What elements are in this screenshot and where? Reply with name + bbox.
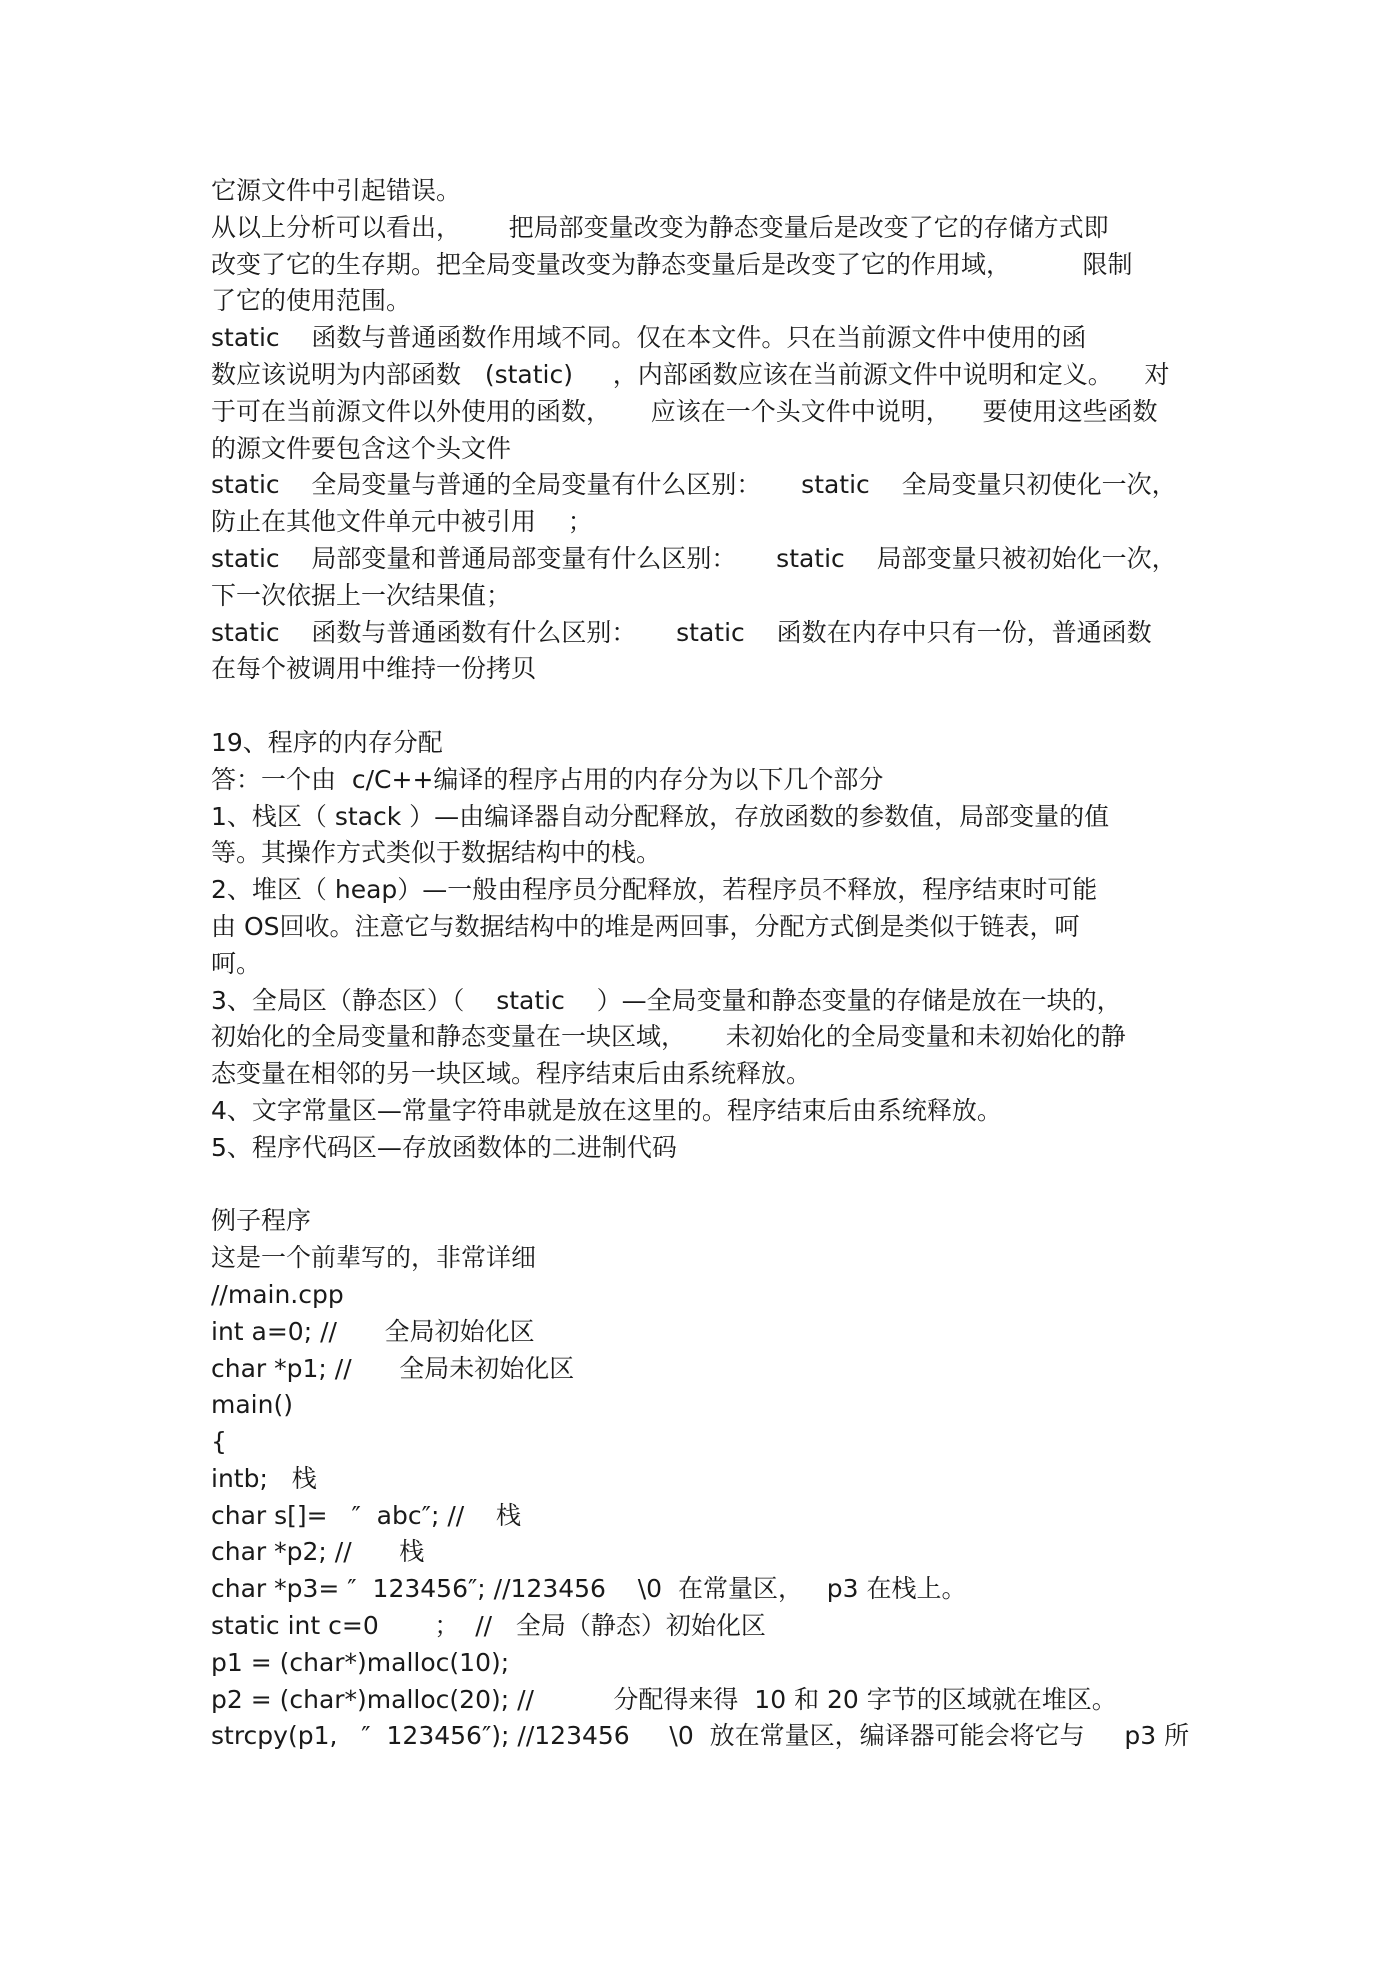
- code-line: char *p3= ″ 123456″; //123456 \0 在常量区， p3 在栈上。: [211, 1574, 967, 1604]
- text-line: static 全局变量与普通的全局变量有什么区别： static 全局变量只初使化一次，: [211, 470, 1177, 500]
- paragraph-spacer: [211, 1167, 1196, 1204]
- text-line: 5、程序代码区—存放函数体的二进制代码: [211, 1132, 677, 1162]
- paragraph-spacer: [211, 688, 1196, 725]
- code-line: //main.cpp: [211, 1279, 344, 1309]
- text-line: 初始化的全局变量和静态变量在一块区域， 未初始化的全局变量和未初始化的静: [211, 1022, 1126, 1052]
- code-line: char s[]= ″ abc″; // 栈: [211, 1500, 521, 1530]
- text-line: 在每个被调用中维持一份拷贝: [211, 654, 537, 684]
- text-line: 态变量在相邻的另一块区域。程序结束后由系统释放。: [211, 1059, 812, 1089]
- code-line: char *p2; // 栈: [211, 1537, 425, 1567]
- text-line: static 函数与普通函数作用域不同。仅在本文件。只在当前源文件中使用的函: [211, 323, 1087, 353]
- code-line: strcpy(p1, ″ 123456″); //123456 \0 放在常量区，编译器可能会将它与 p3 所: [211, 1721, 1190, 1751]
- text-line: 1、栈区（ stack ）—由编译器自动分配释放，存放函数的参数值，局部变量的值: [211, 801, 1110, 831]
- code-line: intb; 栈: [211, 1463, 317, 1493]
- text-line: 由 OS回收。注意它与数据结构中的堆是两回事，分配方式倒是类似于链表，呵: [211, 911, 1080, 941]
- code-line: p2 = (char*)malloc(20); // 分配得来得 10 和 20 字节的区域就在堆区。: [211, 1684, 1117, 1714]
- text-line: 呵。: [211, 948, 262, 978]
- code-line: char *p1; // 全局未初始化区: [211, 1353, 575, 1383]
- paragraph-example-program: [211, 1203, 1196, 1755]
- text-line: static 局部变量和普通局部变量有什么区别： static 局部变量只被初始化一次，: [211, 543, 1177, 573]
- text-line: 答：一个由 c/C++编译的程序占用的内存分为以下几个部分: [211, 764, 884, 794]
- code-line: {: [211, 1427, 227, 1457]
- document-body: [211, 173, 1196, 1755]
- code-line: static int c=0 ； // 全局（静态）初始化区: [211, 1611, 766, 1641]
- code-line: main(): [211, 1390, 293, 1420]
- text-line: 例子程序: [211, 1206, 312, 1236]
- text-line: 改变了它的生存期。把全局变量改变为静态变量后是改变了它的作用域， 限制: [211, 249, 1133, 279]
- text-line: 的源文件要包含这个头文件: [211, 433, 512, 463]
- paragraph-memory-layout: [211, 725, 1196, 1167]
- text-line: 于可在当前源文件以外使用的函数， 应该在一个头文件中说明， 要使用这些函数: [211, 396, 1158, 426]
- text-line: 从以上分析可以看出， 把局部变量改变为静态变量后是改变了它的存储方式即: [211, 212, 1109, 242]
- text-line: 等。其操作方式类似于数据结构中的栈。: [211, 838, 662, 868]
- code-line: p1 = (char*)malloc(10);: [211, 1647, 510, 1677]
- text-line: 4、文字常量区—常量字符串就是放在这里的。程序结束后由系统释放。: [211, 1095, 1002, 1125]
- text-line: 防止在其他文件单元中被引用 ；: [211, 507, 593, 537]
- text-line: 数应该说明为内部函数 (static) ，内部函数应该在当前源文件中说明和定义。 对: [211, 359, 1170, 389]
- paragraph-static-scope: [211, 173, 1196, 688]
- text-line: 3、全局区（静态区）（ static ）—全局变量和静态变量的存储是放在一块的，: [211, 985, 1122, 1015]
- text-line: 了它的使用范围。: [211, 286, 412, 316]
- text-line: 下一次依据上一次结果值；: [211, 580, 512, 610]
- text-line: 它源文件中引起错误。: [211, 176, 462, 205]
- text-line: static 函数与普通函数有什么区别： static 函数在内存中只有一份，普通函数: [211, 617, 1152, 647]
- section-heading: 19、程序的内存分配: [211, 727, 443, 757]
- text-line: 这是一个前辈写的，非常详细: [211, 1243, 537, 1273]
- text-line: 2、堆区（ heap）—一般由程序员分配释放，若程序员不释放，程序结束时可能: [211, 875, 1098, 905]
- code-line: int a=0; // 全局初始化区: [211, 1316, 535, 1346]
